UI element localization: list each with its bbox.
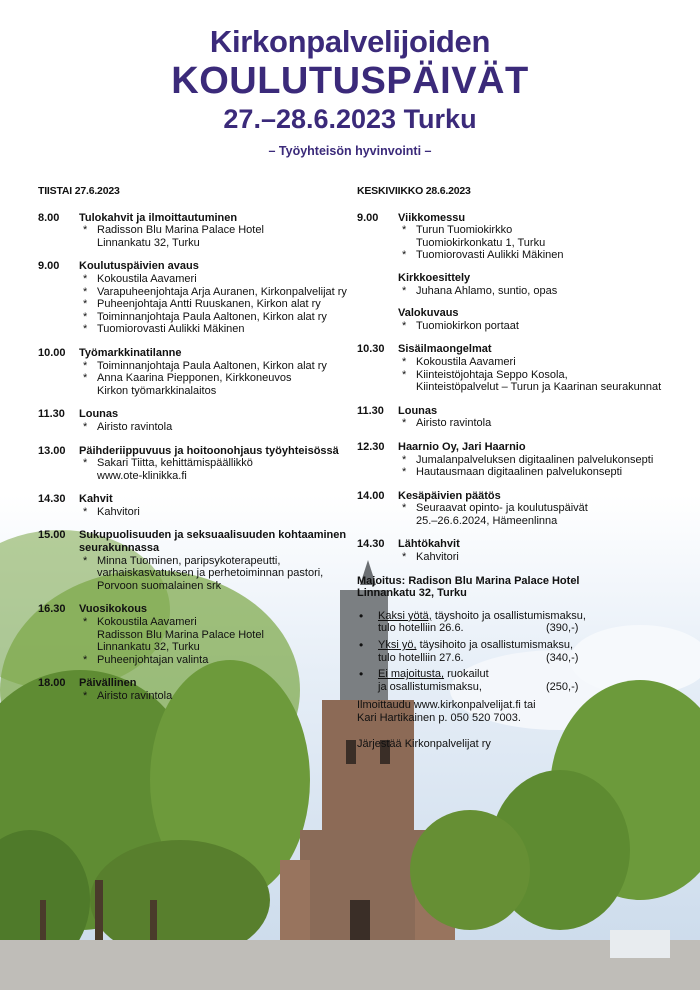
event-title: Lähtökahvit: [398, 538, 460, 551]
lodging-address: Linnankatu 32, Turku: [357, 587, 467, 600]
page-title-line1: Kirkonpalvelijoiden: [209, 24, 491, 59]
bullet-item: * Turun Tuomiokirkko: [398, 224, 677, 237]
bullet-item: * Toiminnanjohtaja Paula Aaltonen, Kirkon alat ry: [79, 311, 358, 324]
bullet-item-continued: www.ote-klinikka.fi: [97, 469, 187, 482]
bullet-item: * Airisto ravintola: [398, 417, 677, 430]
bullet-item-continued: Linnankatu 32, Turku: [97, 236, 200, 249]
event-time: 14.30: [357, 538, 385, 551]
event-title: Päivällinen: [79, 677, 137, 690]
page-title-line2: KOULUTUSPÄIVÄT: [171, 60, 529, 102]
schedule-event: [357, 343, 677, 393]
lodging-option-line1: [378, 639, 677, 652]
event-subtitle: Kirkkoesittely: [398, 271, 471, 284]
bullet-item: * Hautausmaan digitaalinen palvelukonsepti: [398, 466, 677, 479]
bullet-item: * Juhana Ahlamo, suntio, opas: [398, 285, 677, 298]
event-title: Kesäpäivien päätös: [398, 489, 501, 502]
schedule-event: [357, 538, 677, 563]
bullet-dot-icon: •: [359, 638, 364, 653]
event-time: 13.00: [38, 444, 66, 457]
bullet-item: * Kokoustila Aavameri: [79, 273, 358, 286]
lodging-option-desc: täyshoito ja osallistumismaksu,: [431, 609, 586, 622]
event-title: Kahvit: [79, 493, 113, 506]
bullet-item: * Puheenjohtaja Antti Ruuskanen, Kirkon alat ry: [79, 298, 358, 311]
signup-line2: Kari Hartikainen p. 050 520 7003.: [357, 712, 521, 724]
bullet-item: * Airisto ravintola: [79, 690, 358, 703]
event-time: 11.30: [357, 404, 384, 417]
schedule-event: [38, 529, 358, 592]
bullet-item-continued: Kiinteistöpalvelut – Turun ja Kaarinan seurakunnat: [416, 381, 662, 394]
lodging-option-detail: tulo hotelliin 27.6.: [378, 651, 464, 664]
event-title: Sisäilmaongelmat: [398, 343, 492, 356]
lodging-option-type: Ei majoitusta,: [378, 668, 445, 681]
event-title: Sukupuolisuuden ja seksuaalisuuden kohtaaminen seurakunnassa: [79, 529, 347, 555]
signup-line1: Ilmoittaudu www.kirkonpalvelijat.fi tai: [357, 699, 536, 712]
bullet-item-continued: Porvoon suomalainen srk: [97, 579, 222, 592]
lodging-option-detail: ja osallistumismaksu,: [378, 680, 482, 693]
schedule-event: [38, 347, 358, 397]
schedule-event: [38, 408, 358, 433]
lodging-option-price: (390,-): [546, 622, 579, 635]
schedule-event: [38, 212, 358, 250]
event-time: 9.00: [38, 260, 60, 273]
bullet-item: * Tuomiorovasti Aulikki Mäkinen: [398, 249, 677, 262]
bullet-item-continued: Kirkon työmarkkinalaitos: [97, 384, 217, 397]
bullet-item-continued: Radisson Blu Marina Palace Hotel: [97, 628, 264, 641]
bullet-item: * Kokoustila Aavameri: [398, 356, 677, 369]
bullet-item: * Kiinteistöjohtaja Seppo Kosola,: [398, 369, 677, 382]
event-dates: 27.–28.6.2023 Turku: [223, 104, 477, 134]
schedule-event: [38, 677, 358, 702]
event-time: 14.00: [357, 489, 385, 502]
bullet-item: * Toiminnanjohtaja Paula Aaltonen, Kirkon alat ry: [79, 360, 358, 373]
lodging-option-detail: tulo hotelliin 26.6.: [378, 622, 464, 635]
schedule-event: [38, 445, 358, 483]
bullet-item: * Varapuheenjohtaja Arja Auranen, Kirkonpalvelijat ry: [79, 286, 358, 299]
bullet-item: * Kokoustila Aavameri: [79, 616, 358, 629]
event-time: 16.30: [38, 603, 66, 616]
event-theme: – Työyhteisön hyvinvointi –: [268, 144, 432, 158]
schedule-event: [38, 603, 358, 666]
event-title: Koulutuspäivien avaus: [79, 260, 199, 273]
lodging-option-type: Kaksi yötä,: [378, 609, 432, 622]
bullet-item: * Kahvitori: [398, 551, 677, 564]
event-time: 10.30: [357, 343, 385, 356]
event-subtitle: Valokuvaus: [398, 307, 459, 320]
event-title: Työmarkkinatilanne: [79, 346, 182, 359]
bullet-item-continued: Tuomiokirkonkatu 1, Turku: [416, 236, 546, 249]
bullet-item: * Anna Kaarina Piepponen, Kirkkoneuvos: [79, 372, 358, 385]
lodging-option-type: Yksi yö,: [378, 639, 417, 652]
bullet-item: * Kahvitori: [79, 506, 358, 519]
lodging-option: [357, 668, 677, 693]
event-time: 9.00: [357, 211, 379, 224]
lodging-title: Majoitus: Radison Blu Marina Palace Hotel: [357, 574, 580, 587]
schedule-event: [357, 490, 677, 528]
event-time: 8.00: [38, 211, 60, 224]
lodging-option-line2: [378, 622, 677, 635]
lodging-info: [357, 575, 677, 751]
bullet-item: * Sakari Tiitta, kehittämispäällikkö: [79, 457, 358, 470]
bullet-item: * Tuomiorovasti Aulikki Mäkinen: [79, 323, 358, 336]
event-title: Tulokahvit ja ilmoittautuminen: [79, 211, 238, 224]
event-title: Lounas: [398, 404, 438, 417]
event-time: 15.00: [38, 529, 66, 542]
schedule-event: [38, 493, 358, 518]
lodging-option: [357, 639, 677, 664]
bullet-item: * Seuraavat opinto- ja koulutuspäivät: [398, 502, 677, 515]
day1-heading: TIISTAI 27.6.2023: [38, 185, 120, 197]
day1-schedule: [38, 185, 358, 714]
organizer: Järjestää Kirkonpalvelijat ry: [357, 737, 491, 750]
bullet-item: * Radisson Blu Marina Palace Hotel: [79, 224, 358, 237]
bullet-item-continued: 25.–26.6.2024, Hämeenlinna: [416, 514, 558, 527]
lodging-option-line2: [378, 652, 677, 665]
bullet-dot-icon: •: [359, 608, 364, 623]
bullet-dot-icon: •: [359, 667, 364, 682]
schedule-event: [38, 260, 358, 336]
lodging-option-desc: ruokailut: [444, 668, 489, 681]
event-time: 14.30: [38, 493, 66, 506]
event-title: Päihderiippuvuus ja hoitoonohjaus työyhteisössä: [79, 444, 339, 457]
lodging-option-desc: täysihoito ja osallistumismaksu,: [416, 639, 574, 652]
lodging-option: [357, 610, 677, 635]
lodging-option-price: (340,-): [546, 651, 579, 664]
day2-heading: KESKIVIIKKO 28.6.2023: [357, 185, 471, 197]
bullet-item-continued: Linnankatu 32, Turku: [97, 641, 200, 654]
bullet-item: * Airisto ravintola: [79, 421, 358, 434]
schedule-event: [357, 441, 677, 479]
event-time: 18.00: [38, 677, 66, 690]
event-title: Lounas: [79, 408, 119, 421]
bullet-item-continued: varhaiskasvatuksen ja perhetoiminnan pastori,: [97, 567, 324, 580]
event-title: Vuosikokous: [79, 603, 148, 616]
lodging-option-line1: [378, 610, 677, 623]
bullet-item: * Minna Tuominen, paripsykoterapeutti,: [79, 555, 358, 568]
bullet-item: * Puheenjohtajan valinta: [79, 654, 358, 667]
lodging-option-line1: [378, 668, 677, 681]
schedule-event: [357, 212, 677, 333]
event-time: 12.30: [357, 440, 385, 453]
event-title: Haarnio Oy, Jari Haarnio: [398, 440, 526, 453]
day2-schedule: [357, 185, 677, 750]
lodging-option-line2: [378, 681, 677, 694]
event-title: Viikkomessu: [398, 211, 466, 224]
lodging-option-price: (250,-): [546, 680, 579, 693]
event-time: 10.00: [38, 346, 66, 359]
bullet-item: * Jumalanpalveluksen digitaalinen palvelukonsepti: [398, 454, 677, 467]
bullet-item: * Tuomiokirkon portaat: [398, 320, 677, 333]
schedule-event: [357, 405, 677, 430]
event-time: 11.30: [38, 408, 65, 421]
